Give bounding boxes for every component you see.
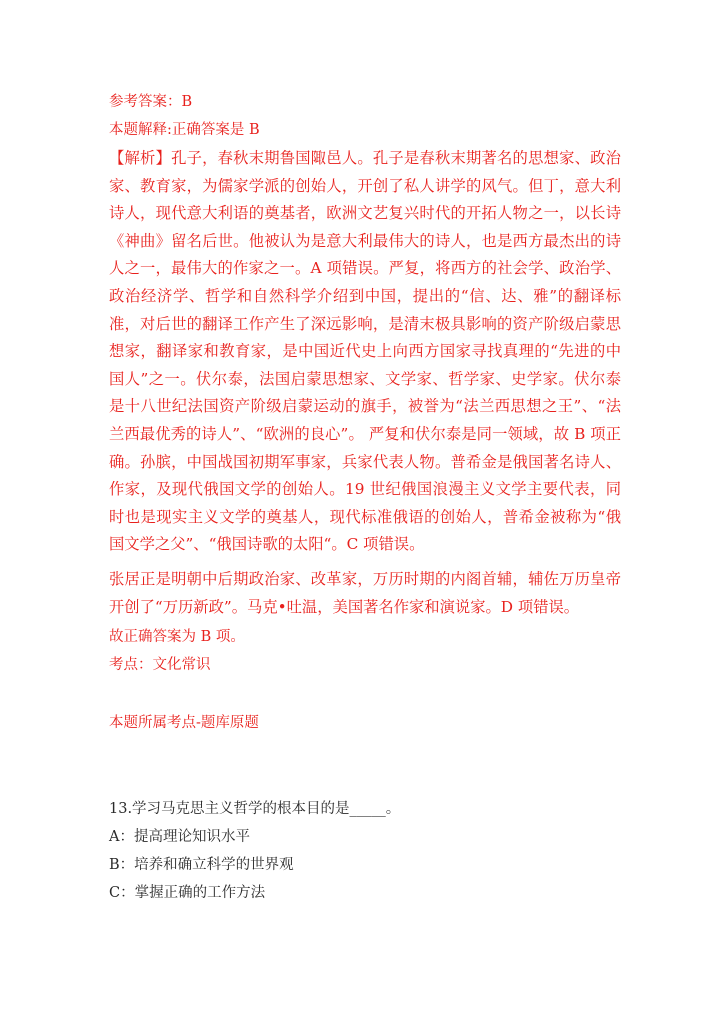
analysis-paragraph-2: 张居正是明朝中后期政治家、改革家，万历时期的内阁首辅，辅佐万历皇帝开创了“万历新政”。马克•吐温，美国著名作家和演说家。D 项错误。 xyxy=(109,570,621,616)
analysis-tag: 【解析】 xyxy=(109,149,172,167)
option-c: C：掌握正确的工作方法 xyxy=(109,885,266,901)
reference-answer: 参考答案：B xyxy=(109,94,193,110)
knowledge-point: 考点：文化常识 xyxy=(109,657,211,673)
option-a: A：提高理论知识水平 xyxy=(109,829,250,845)
answer-explanation: 本题解释:正确答案是 B xyxy=(109,122,260,138)
analysis-conclusion: 故正确答案为 B 项。 xyxy=(109,629,245,645)
question-stem: 13.学习马克思主义哲学的根本目的是_____。 xyxy=(109,801,401,817)
question-category: 本题所属考点-题库原题 xyxy=(109,715,259,731)
option-b: B：培养和确立科学的世界观 xyxy=(109,857,294,873)
analysis-body: 孔子，春秋末期鲁国陬邑人。孔子是春秋末期著名的思想家、政治家、教育家，为儒家学派的创始人，开创了私人讲学的风气。但丁，意大利诗人，现代意大利语的奠基者，欧洲文艺复兴时代的开拓人物之一，以长诗《神曲》留名后世。他被认为是意大利最伟大的诗人，也是西方最杰出的诗人之一，最伟大的作家之一。A 项错误。严复，将西方的社会学、政治学、政治经济学、哲学和自然科学介绍到中国，提出的“信、达、雅”的翻译标准，对后世的翻译工作产生了深远影响，是清末极具影响的资产阶级启蒙思想家，翻译家和教育家，是中国近代史上向西方国家寻找真理的“先进的中国人”之一。伏尔泰，法国启蒙思想家、文学家、哲学家、史学家。伏尔泰是十八世纪法国资产阶级启蒙运动的旗手，被誉为“法兰西思想之王”、“法兰西最优秀的诗人”、“欧洲的良心”。 严复和伏尔泰是同一领域，故 B 项正确。孙膑，中国战国初期军事家，兵家代表人物。普希金是俄国著名诗人、作家，及现代俄国文学的创始人。19 世纪俄国浪漫主义文学主要代表，同时也是现实主义文学的奠基人，现代标准俄语的创始人，普希金被称为“俄国文学之父”、“俄国诗歌的太阳“。C 项错误。 xyxy=(109,149,621,554)
analysis-paragraph xyxy=(109,145,621,559)
